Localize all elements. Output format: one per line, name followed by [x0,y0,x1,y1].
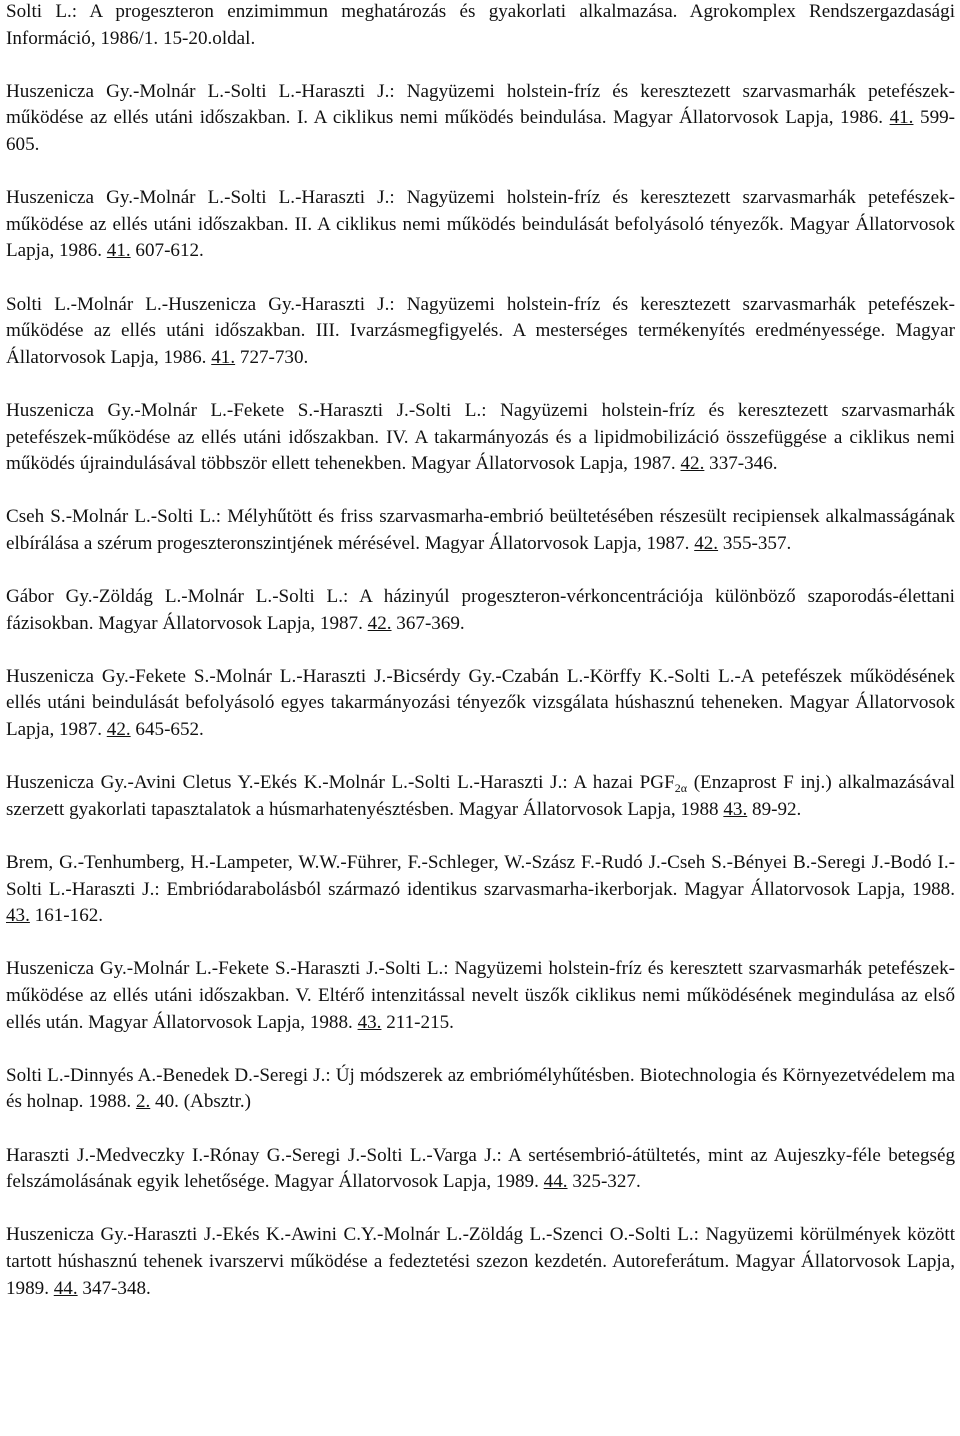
volume-number: 43. [357,1011,382,1033]
reference-entry [6,664,955,744]
reference-text: Huszenicza Gy.-Molnár L.-Fekete S.-Haraszti J.-Solti L.: Nagyüzemi holstein-fríz és keresztett szarvasmarhák petefészek-működése az ellés utáni időszakban. V. Eltérő intenzitással nevelt üszők ciklikus nemi működésének megindulása az első ellés után. Magyar Állatorvosok Lapja, 1988. [6,958,955,1033]
reference-text: Huszenicza Gy.-Molnár L.-Fekete S.-Haraszti J.-Solti L.: Nagyüzemi holstein-fríz és keresztezett szarvasmarhák petefészek-működése az ellés utáni időszakban. IV. A takarmányozás és a lipidmobilizáció összefüggése a ciklikus nemi működés újraindulásával többször ellett tehenekben. Magyar Állatorvosok Lapja, 1987. [6,399,955,475]
volume-number: 42. [106,719,131,741]
volume-number: 44. [53,1277,78,1299]
volume-number: 41. [106,240,131,262]
reference-entry [6,1143,955,1196]
page-range: 325-327. [572,1171,641,1193]
reference-entry [6,770,955,823]
volume-number: 42. [367,612,392,634]
volume-number: 43. [723,798,748,820]
page-range: 347-348. [82,1277,151,1299]
subscript: 2α [674,781,688,796]
volume-number: 42. [694,532,719,554]
page-range: 40. (Absztr.) [155,1091,252,1113]
page-range: 645-652. [135,719,204,741]
reference-entry [6,504,955,557]
reference-entry [6,584,955,637]
page-range: 355-357. [722,532,792,554]
volume-number: 43. [6,905,30,927]
reference-text: Solti L.: A progeszteron enzimimmun meghatározás és gyakorlati alkalmazása. Agrokomplex Rendszergazdasági Információ, 1986/1. 15-20.oldal. [6,1,955,49]
reference-entry [6,956,955,1036]
reference-entry [6,292,955,372]
page-range: 607-612. [135,240,204,262]
page-range: 89-92. [752,798,802,820]
volume-number: 41. [889,107,914,129]
reference-text: Huszenicza Gy.-Molnár L.-Solti L.-Haraszti J.: Nagyüzemi holstein-fríz és keresztezett szarvasmarhák petefészek-működése az ellés utáni időszakban. I. A ciklikus nemi működés beindulása. Magyar Állatorvosok Lapja, 1986. [6,80,955,129]
reference-text-continued: (Enzaprost F inj.) alkalmazásával szerzett gyakorlati tapasztalatok a húsmarhatenyésztésben. Magyar Állatorvosok Lapja, 1988 [6,772,955,820]
page-range: 727-730. [239,346,309,368]
reference-text: Haraszti J.-Medveczky I.-Rónay G.-Seregi J.-Solti L.-Varga J.: A sertésembrió-átültetés, mint az Aujeszky-féle betegség felszámolásának egyik lehetősége. Magyar Állatorvosok Lapja, 1989. [6,1144,955,1193]
volume-number: 2. [135,1091,151,1113]
page-range: 599-605. [6,107,956,155]
reference-text: Cseh S.-Molnár L.-Solti L.: Mélyhűtött és friss szarvasmarha-embrió beültetésében részesült recipiensek alkalmasságának elbírálása a szérum progeszteronszintjének mérésével. Magyar Állatorvosok Lapja, 1987. [6,506,955,554]
page-range: 211-215. [386,1011,454,1033]
reference-text: Huszenicza Gy.-Avini Cletus Y.-Ekés K.-Molnár L.-Solti L.-Haraszti J.: A hazai PGF [6,772,675,794]
reference-text: Gábor Gy.-Zöldág L.-Molnár L.-Solti L.: A házinyúl progeszteron-vérkoncentrációja különböző szaporodás-élettani fázisokban. Magyar Állatorvosok Lapja, 1987. [6,586,955,634]
page-range: 161-162. [34,905,104,927]
volume-number: 41. [211,346,236,368]
volume-number: 44. [543,1171,568,1193]
reference-entry [6,850,955,930]
page-range: 337-346. [709,453,778,475]
reference-text: Solti L.-Molnár L.-Huszenicza Gy.-Haraszti J.: Nagyüzemi holstein-fríz és keresztezett szarvasmarhák petefészek-működése az ellés utáni időszakban. III. Ivarzásmegfigyelés. A mesterséges termékenyítés eredményessége. Magyar Állatorvosok Lapja, 1986. [6,293,955,368]
page-range: 367-369. [396,612,465,634]
reference-entry [6,1063,955,1116]
reference-text: Huszenicza Gy.-Molnár L.-Solti L.-Haraszti J.: Nagyüzemi holstein-fríz és keresztezett szarvasmarhák petefészek-működése az ellés utáni időszakban. II. A ciklikus nemi működés beindulását befolyásoló tényezők. Magyar Állatorvosok Lapja, 1986. [6,187,955,262]
reference-text: Solti L.-Dinnyés A.-Benedek D.-Seregi J.: Új módszerek az embriómélyhűtésben. Biotechnologia és Környezetvédelem ma és holnap. 1988. [6,1064,955,1113]
reference-text: Huszenicza Gy.-Haraszti J.-Ekés K.-Awini C.Y.-Molnár L.-Zöldág L.-Szenci O.-Solti L.: Nagyüzemi körülmények között tartott húshasznú tehenek ivarszervi működése a fedeztetési szezon kezdetén. Autoreferátum. Magyar Állatorvosok Lapja, 1989. [6,1224,955,1299]
reference-entry [6,1222,955,1302]
reference-text: Brem, G.-Tenhumberg, H.-Lampeter, W.W.-Führer, F.-Schleger, W.-Szász F.-Rudó J.-Cseh S.-Bényei B.-Seregi J.-Bodó I.-Solti L.-Haraszti J.: Embriódarabolásból származó identikus szarvasmarha-ikerborjak. Magyar Állatorvosok Lapja, 1988. [6,852,955,900]
reference-text: Huszenicza Gy.-Fekete S.-Molnár L.-Haraszti J.-Bicsérdy Gy.-Czabán L.-Körffy K.-Solti L.-A petefészek működésének ellés utáni beindulását befolyásoló egyes takarmányozási tényezők vizsgálata húshasznú teheneken. Magyar Állatorvosok Lapja, 1987. [6,665,955,741]
reference-entry [6,79,955,159]
volume-number: 42. [680,453,705,475]
reference-entry [6,398,955,478]
reference-entry [6,185,955,265]
reference-entry [6,0,955,52]
